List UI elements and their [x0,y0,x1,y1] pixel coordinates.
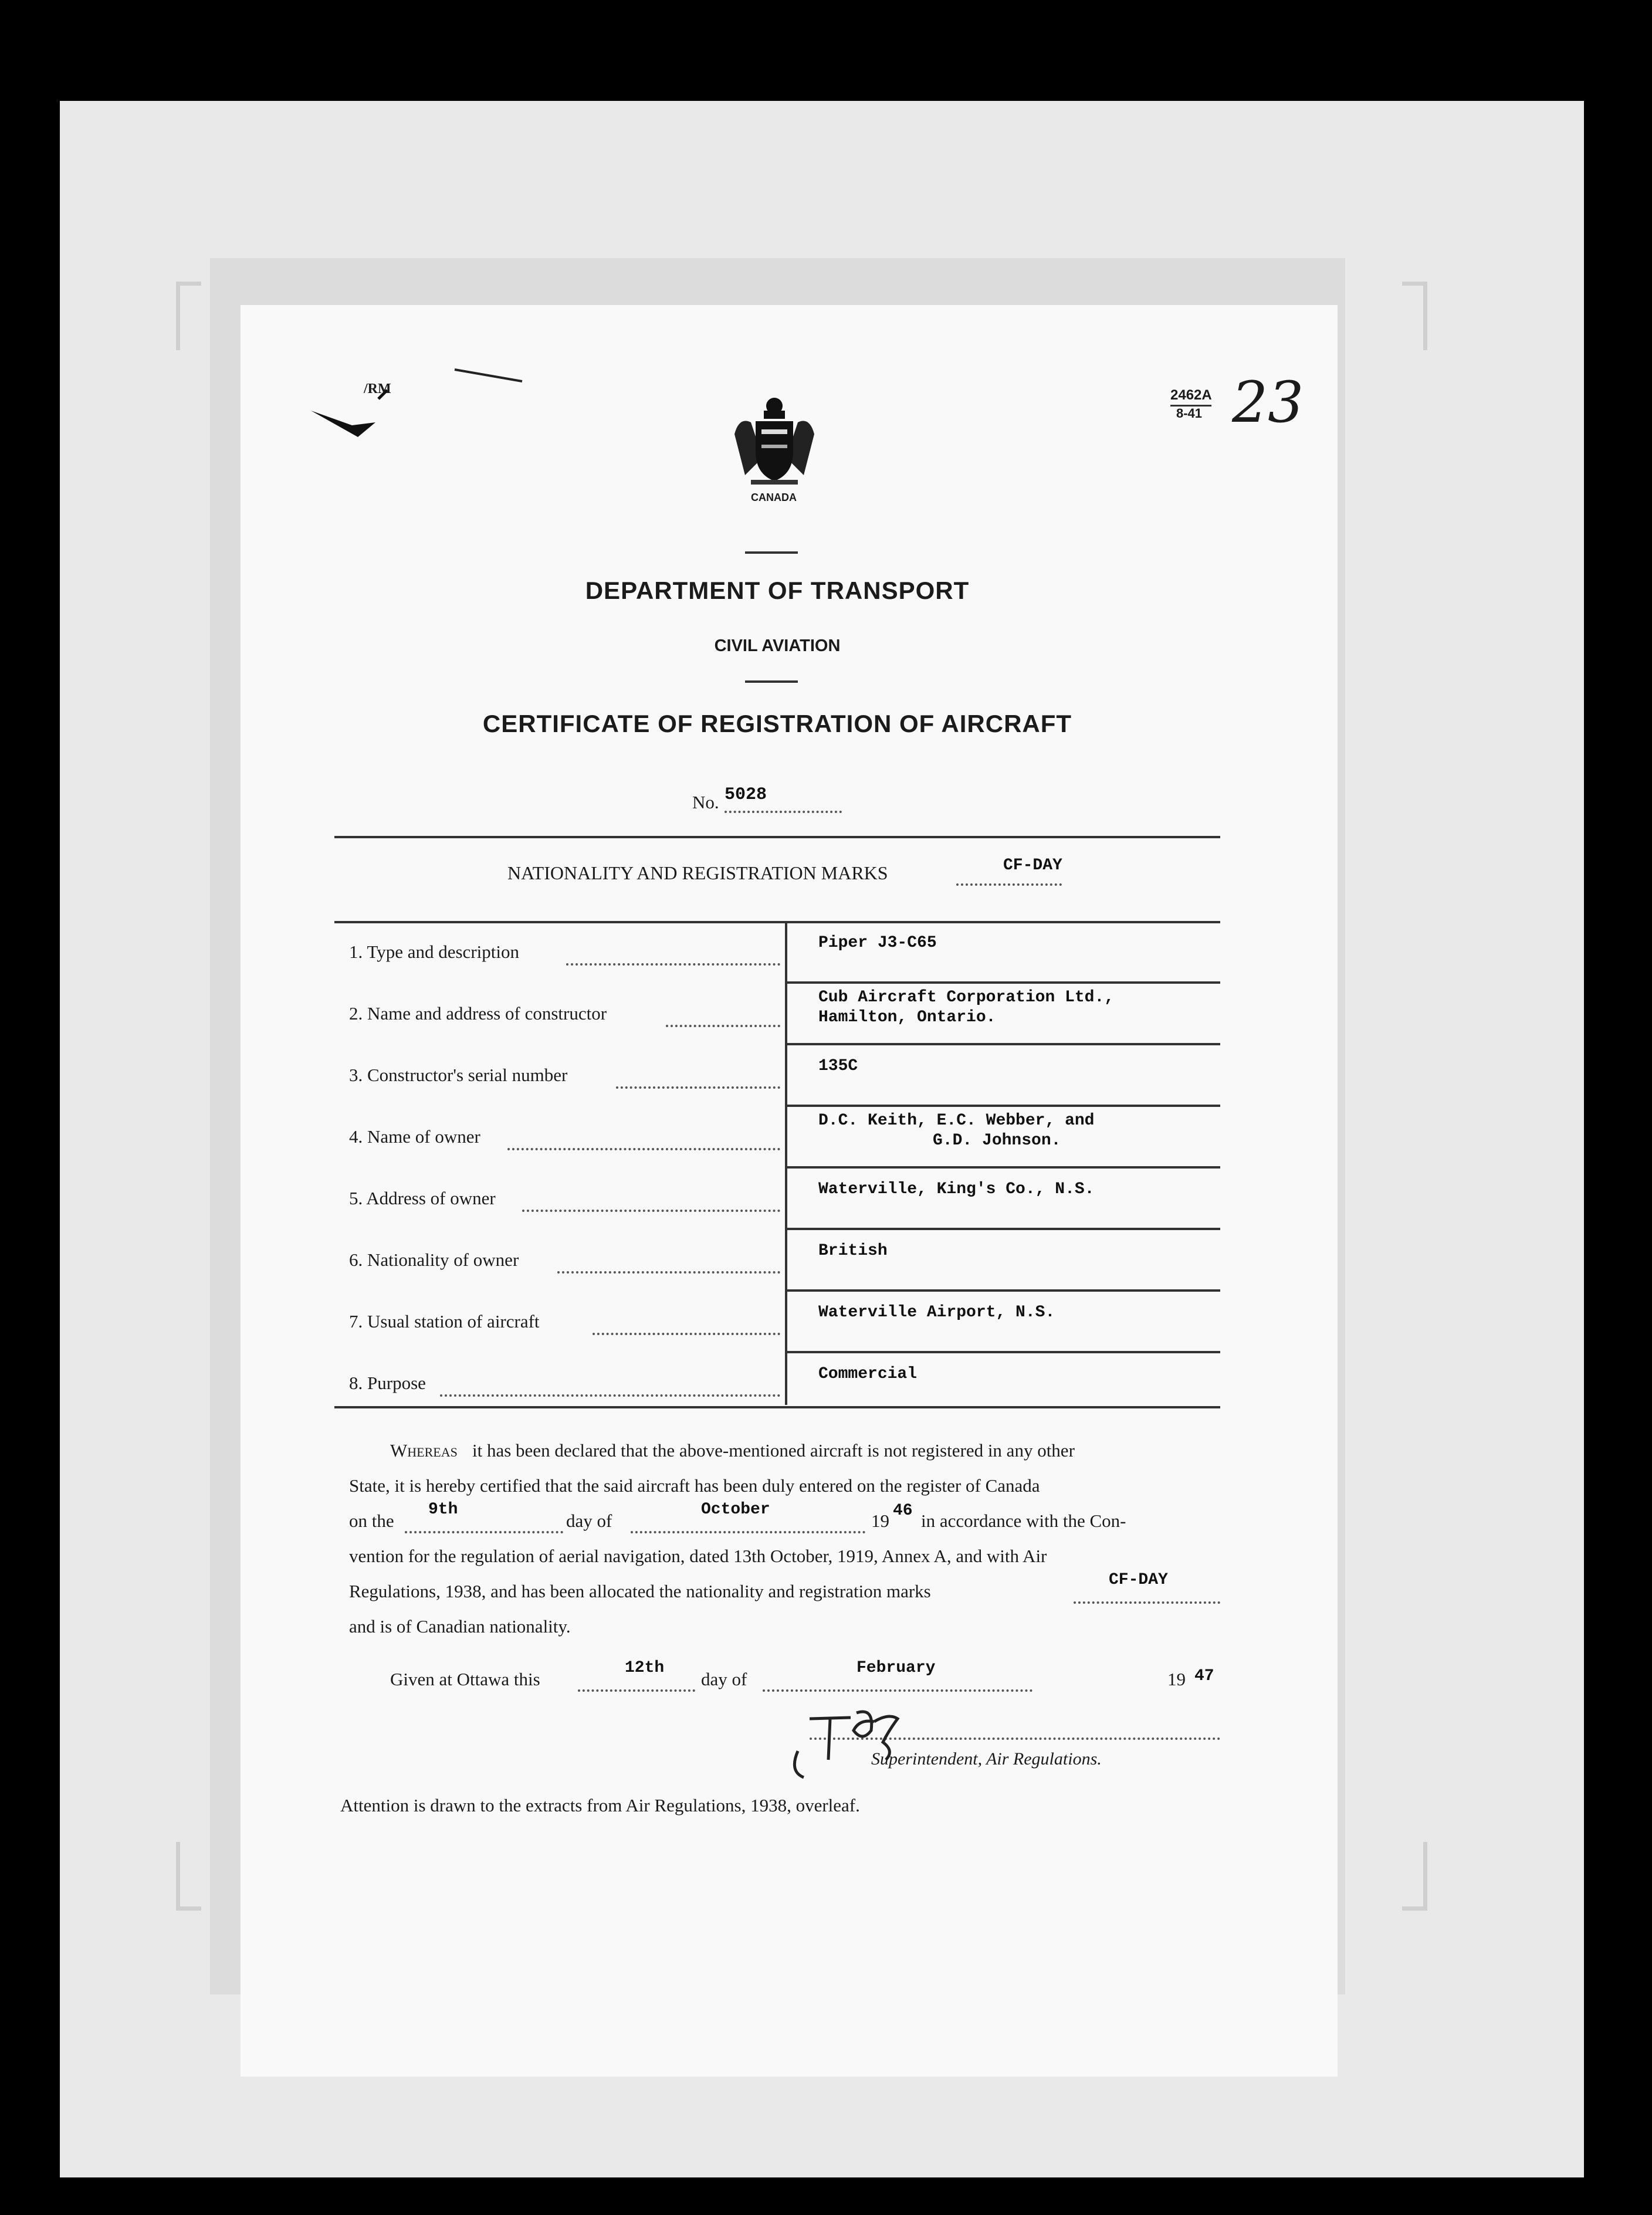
file-mark: /RM [364,381,391,397]
certificate-no-value: 5028 [725,785,767,805]
form-date: 8-41 [1176,406,1203,421]
reg-year-prefix: 19 [871,1510,889,1531]
table-row [241,983,1238,1044]
branch-heading: CIVIL AVIATION [714,636,841,655]
row-label: 4. Name of owner [349,1126,480,1147]
reg-day-value: 9th [428,1501,458,1519]
row-value: D.C. Keith, E.C. Webber, and [818,1112,1095,1130]
marks-value: CF-DAY [1003,856,1062,875]
whereas-marks-value: CF-DAY [1109,1571,1168,1589]
row-label: 5. Address of owner [349,1188,496,1208]
row-value: Waterville, King's Co., N.S. [818,1180,1095,1198]
given-month-value: February [857,1659,936,1677]
row-value: 135C [818,1057,858,1075]
table-row [241,1229,1238,1291]
marks-top-rule [334,836,1220,838]
whereas-line-2: State, it is hereby certified that the said aircraft has been duly entered on the register of Canada [349,1475,1040,1496]
crest-icon [727,393,821,504]
reg-month-value: October [701,1501,770,1519]
table-row [241,1352,1238,1414]
given-day-value: 12th [625,1659,665,1677]
marks-value-dots [1074,1601,1220,1604]
table-bottom-rule [334,1406,1220,1408]
whereas-line-5: Regulations, 1938, and has been allocated the nationality and registration marks [349,1581,931,1601]
given-year-prefix: 19 [1167,1669,1186,1689]
stray-pen-stroke [452,364,534,387]
row-label: 7. Usual station of aircraft [349,1311,540,1332]
row-dots [507,1148,780,1150]
row-label: 8. Purpose [349,1373,426,1393]
row-dots [522,1210,780,1212]
crop-mark-bottom-left [176,1842,201,1911]
certificate-title: CERTIFICATE OF REGISTRATION OF AIRCRAFT [482,710,1072,737]
certificate-no-dots [725,811,842,813]
reg-day-dots [405,1531,563,1533]
row-value: British [818,1242,888,1260]
footer-note: Attention is drawn to the extracts from Air Regulations, 1938, overleaf. [340,1795,860,1816]
row-dots [593,1333,780,1335]
whereas-line-4: vention for the regulation of aerial navigation, dated 13th October, 1919, Annex A, and with Air [349,1546,1047,1566]
whereas-line-1: it has been declared that the above-mentioned aircraft is not registered in any other [472,1440,1075,1461]
reg-day-of: day of [566,1510,612,1531]
table-row [241,1291,1238,1352]
certificate-no-label: No. [692,792,719,812]
signature-initials-icon [786,1695,903,1783]
given-day-dots [578,1689,695,1692]
row-label: 6. Nationality of owner [349,1249,519,1270]
table-row [241,1044,1238,1106]
given-prefix: Given at Ottawa this [390,1669,540,1689]
row-value: Cub Aircraft Corporation Ltd., [818,988,1115,1007]
table-row [241,1106,1238,1167]
row-value: Piper J3-C65 [818,934,937,952]
row-dots [557,1271,780,1274]
row-dots [566,963,780,966]
reg-month-dots [631,1531,865,1533]
row-dots [440,1394,780,1397]
form-number: 2462A [1170,387,1212,403]
on-the-label: on the [349,1510,394,1531]
marks-label: NATIONALITY AND REGISTRATION MARKS [507,862,888,883]
crop-mark-top-right [1402,282,1427,350]
row-dots [666,1025,780,1027]
crest-caption: CANADA [751,492,797,503]
table-row [241,921,1238,983]
crop-mark-bottom-right [1402,1842,1427,1911]
page-number: 23 [1232,370,1304,435]
given-year-value: 47 [1194,1667,1214,1685]
row-value-2: G.D. Johnson. [933,1132,1061,1150]
whereas-line-3-tail: in accordance with the Con- [921,1510,1126,1531]
crop-mark-top-left [176,282,201,350]
certificate-sheet [241,305,1338,2077]
given-month-dots [763,1689,1032,1692]
given-day-of: day of [701,1669,747,1689]
department-heading: DEPARTMENT OF TRANSPORT [585,577,970,604]
row-value-2: Hamilton, Ontario. [818,1008,996,1027]
row-label: 1. Type and description [349,941,519,962]
whereas-line-6: and is of Canadian nationality. [349,1616,571,1637]
signature-title: Superintendent, Air Regulations. [871,1749,1102,1769]
row-value: Commercial [818,1365,918,1383]
crest-rule [745,551,798,554]
whereas-word: Whereas [390,1440,458,1461]
row-label: 3. Constructor's serial number [349,1065,568,1085]
row-label: 2. Name and address of constructor [349,1003,607,1024]
reg-year-value: 46 [893,1502,913,1520]
row-value: Waterville Airport, N.S. [818,1303,1055,1322]
row-dots [616,1086,780,1089]
marks-dots [956,883,1062,886]
table-row [241,1167,1238,1229]
branch-rule [745,680,798,683]
